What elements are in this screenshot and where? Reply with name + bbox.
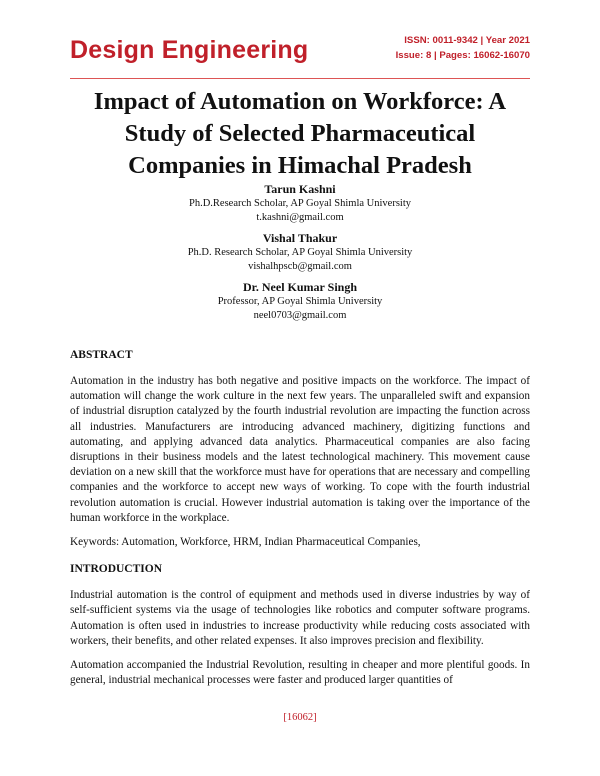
author-affiliation: Ph.D. Research Scholar, AP Goyal Shimla University (187, 247, 413, 258)
author (70, 280, 530, 323)
author-name: Dr. Neel Kumar Singh (242, 280, 357, 294)
issue-line: Issue: 8 | Pages: 16062-16070 (395, 50, 530, 61)
page-number: [16062] (283, 712, 317, 723)
issn-line: ISSN: 0011-9342 | Year 2021 (404, 35, 530, 46)
keywords: Keywords: Automation, Workforce, HRM, Indian Pharmaceutical Companies, (70, 536, 421, 549)
paper-title: Impact of Automation on Workforce: A Study of Selected Pharmaceutical Companies in Himachal Pradesh (93, 88, 507, 179)
author-affiliation: Professor, AP Goyal Shimla University (217, 296, 383, 307)
author-email: neel0703@gmail.com (253, 310, 347, 321)
page-header (70, 30, 530, 78)
introduction-heading: INTRODUCTION (70, 563, 163, 576)
author-name: Tarun Kashni (264, 182, 336, 196)
abstract-text: Automation in the industry has both negative and positive impacts on the workforce. The impact of automation will change the work culture in the next few years. The unparalleled swift and expansion of industrial disruption catalyzed by the fourth industrial revolution are impacting the function across all industries. Manufacturers are introducing advanced machinery, digitizing functions and automating, and applying advanced data analytics. Pharmaceutical companies are also facing disruptions in their business models and the latest technological machinery. This movement cause deviation on a new skill that the workforce must have for operations that are necessary and compelling companies and the workforce to accept new ways of working. To cope with the fourth industrial revolution automation is crucial. However industrial automation is taking over the importance of the human workforce in the workplace. (70, 375, 530, 524)
author-name: Vishal Thakur (262, 231, 338, 245)
author (70, 182, 530, 225)
author (70, 231, 530, 274)
author-block (70, 182, 530, 329)
issue-meta (396, 33, 530, 63)
author-affiliation: Ph.D.Research Scholar, AP Goyal Shimla University (189, 198, 411, 209)
header-rule (70, 78, 530, 79)
intro-paragraph: Automation accompanied the Industrial Revolution, resulting in cheaper and more plentiful goods. In general, industrial mechanical processes were faster and produced larger quantities of (70, 659, 530, 687)
author-email: t.kashni@gmail.com (256, 212, 344, 223)
paper-body (70, 348, 530, 688)
abstract-heading: ABSTRACT (70, 349, 133, 361)
journal-name: Design Engineering (70, 36, 309, 64)
intro-paragraph: Industrial automation is the control of equipment and methods used in diverse industries by way of self-sufficient systems via the usage of technologies like robotics and computer software programs. Automation is often used in industries to increase productivity while reducing costs associated with workers, their benefits, and other related expenses. It also improves precision and flexibility. (70, 589, 530, 647)
author-email: vishalhpscb@gmail.com (248, 261, 352, 272)
